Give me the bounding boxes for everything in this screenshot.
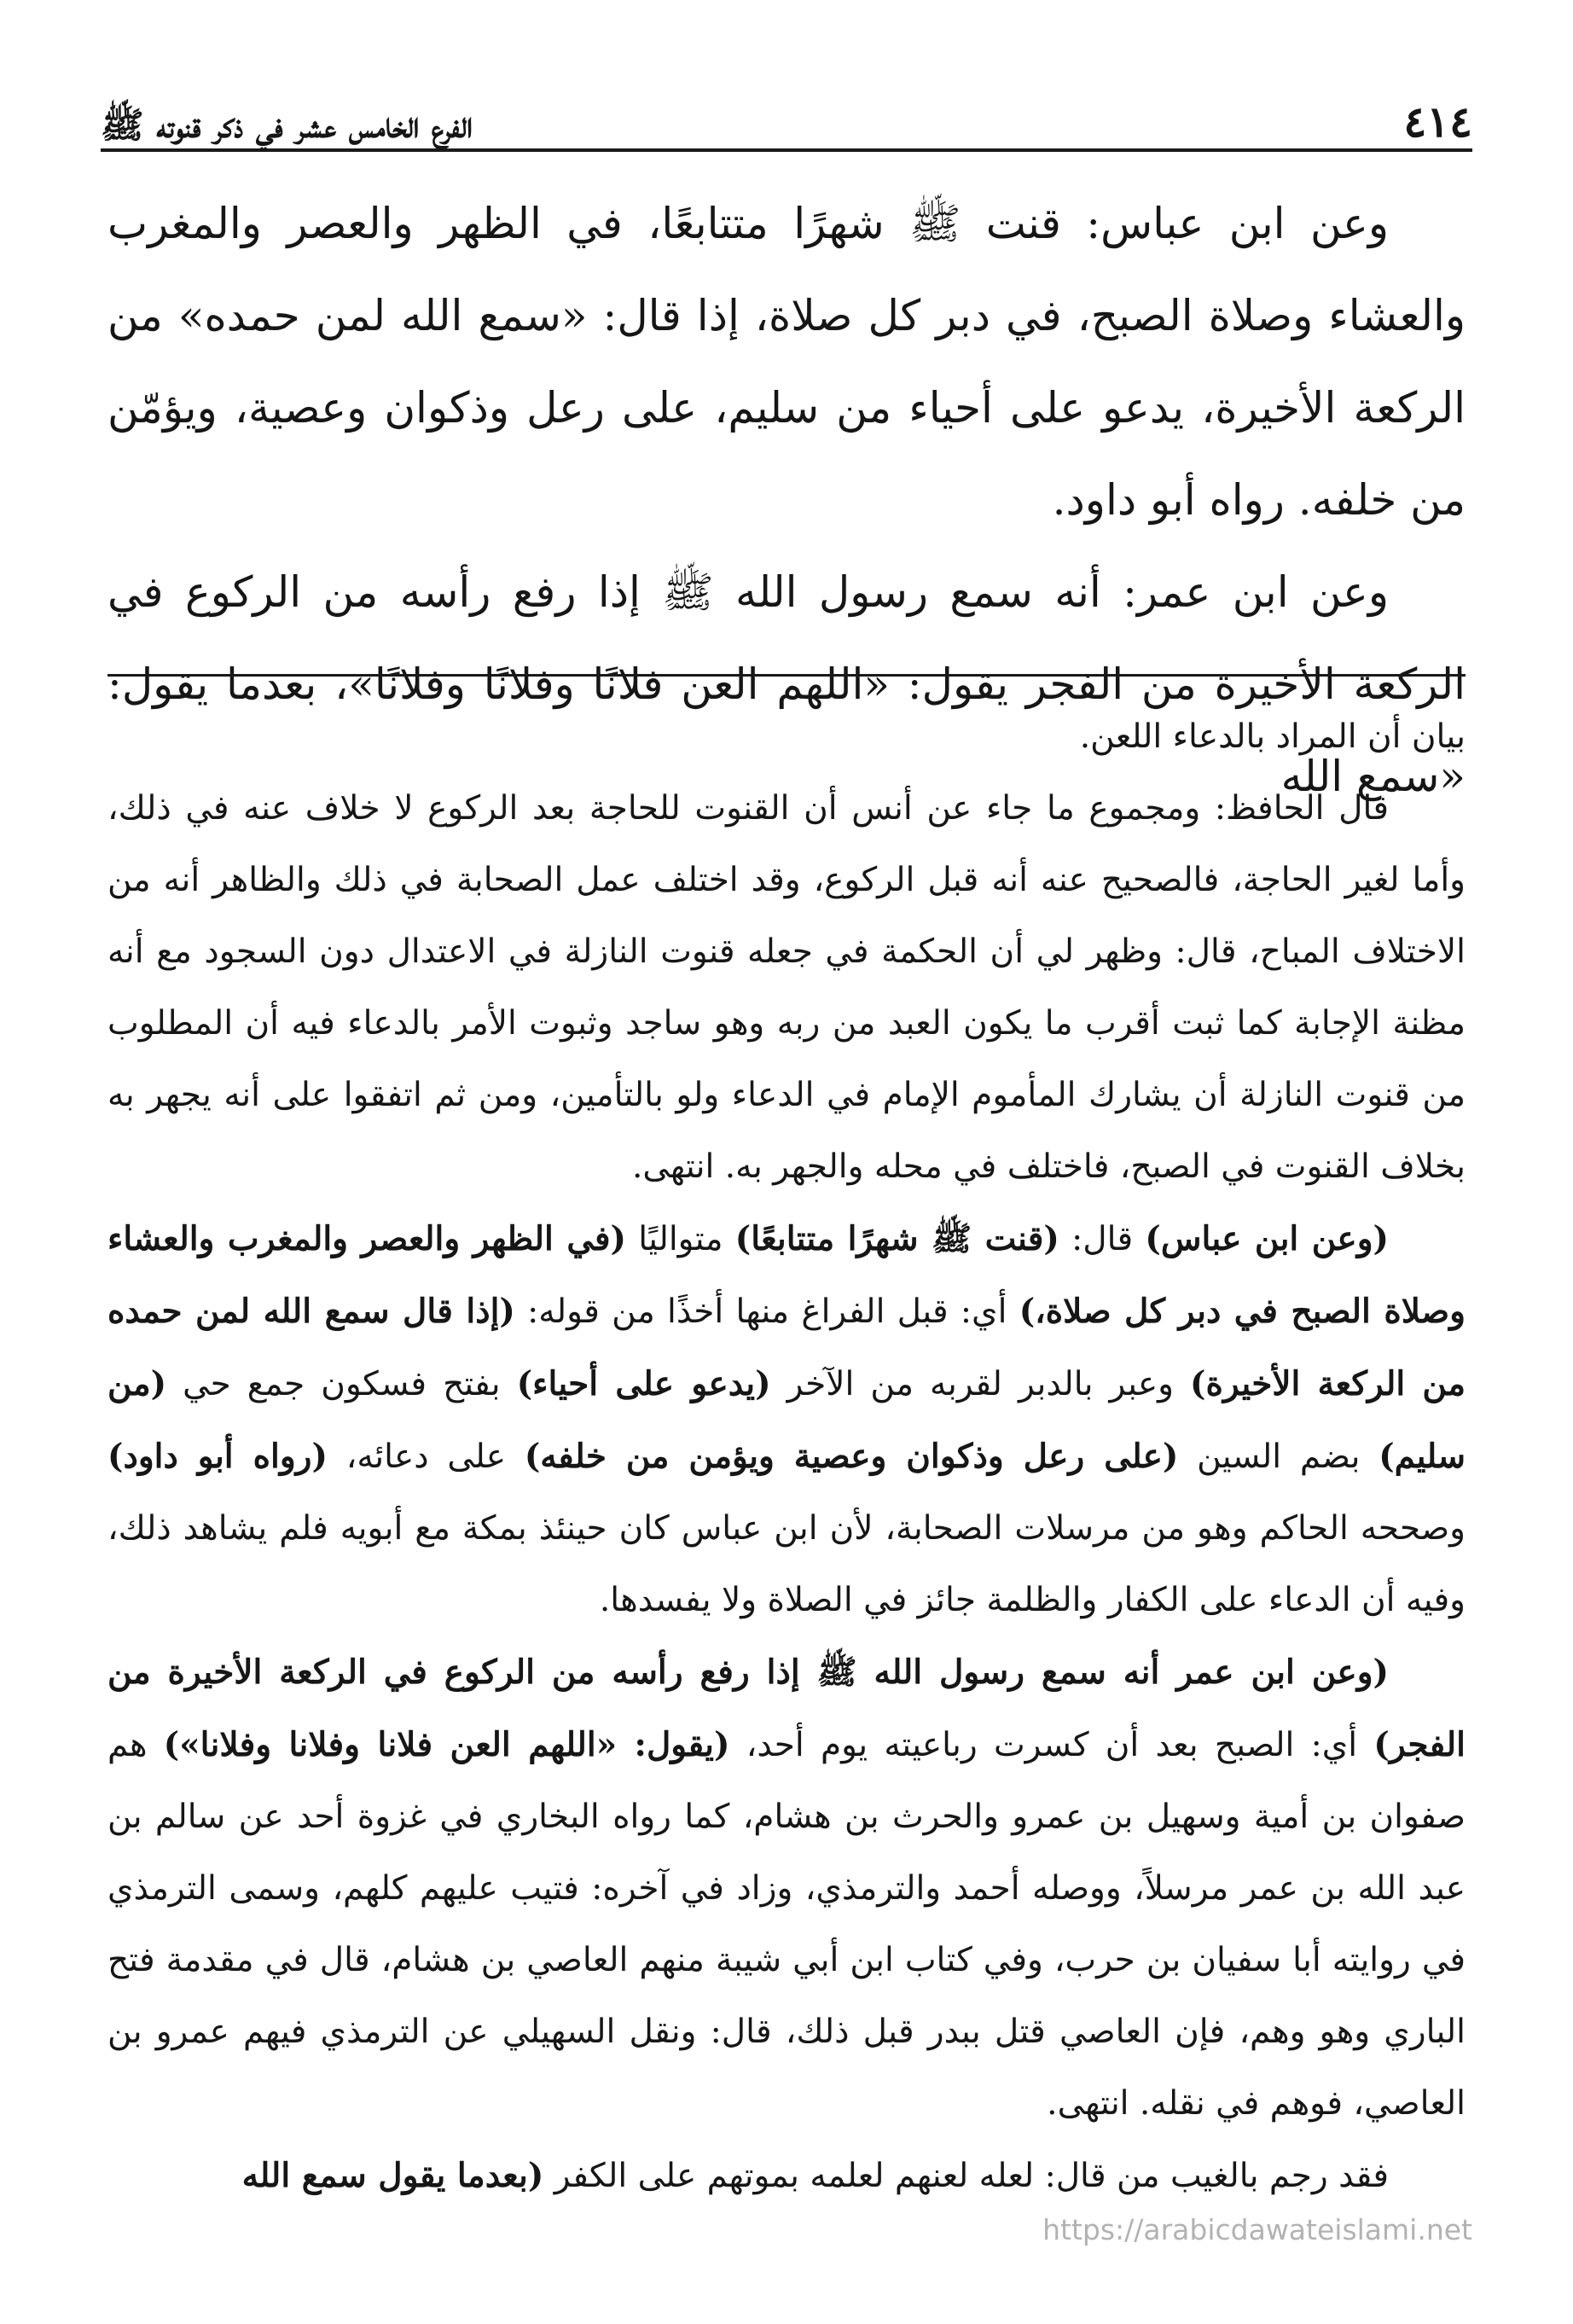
commentary-span: وعبر بالدبر لقربه من الآخر — [770, 1365, 1191, 1403]
separator-rule — [107, 674, 1466, 677]
commentary-span: أي: قبل الفراغ منها أخذًا من قوله: — [514, 1293, 1019, 1331]
commentary-paragraph: قال الحافظ: ومجموع ما جاء عن أنس أن القنوت للحاجة بعد الركوع لا خلاف عنه في ذلك، وأما لغير الحاجة، فالصحيح عنه أنه قبل الركوع، وقد اختلف عمل الصحابة في ذلك والظاهر أنه من الاختلاف المباح، قال: وظهر لي أن الحكمة في جعله قنوت النازلة في الاعتدال دون السجود مع أنه مظنة الإجابة كما ثبت أقرب ما يكون العبد من ربه وهو ساجد وثبوت الأمر بالدعاء فيه أن المطلوب من قنوت النازلة أن يشارك المأموم الإمام في الدعاء ولو بالتأمين، ومن ثم اتفقوا على أنه يجهر به بخلاف القنوت في الصبح، فاختلف في محله والجهر به. انتهى. — [107, 789, 1466, 1186]
hadith-paragraph: وعن ابن عمر: أنه سمع رسول الله ﷺ إذا رفع رأسه من الركوع في الركعة الأخيرة من الفجر يقول: «اللهم العن فلانًا وفلانًا وفلانًا»، بعدما يقول: «سمع الله — [107, 567, 1466, 801]
quoted-hadith-text: (قنت ﷺ شهرًا متتابعًا) — [734, 1219, 1059, 1258]
quoted-hadith-text: (رواه أبو داود) — [107, 1437, 328, 1476]
commentary-span: متواليًا — [625, 1220, 735, 1258]
quoted-hadith-text: (وعن ابن عمر أنه سمع رسول الله ﷺ إذا رفع رأسه من الركوع في الركعة الأخيرة من الفجر) — [107, 1653, 1466, 1764]
commentary-span: على دعائه، — [327, 1438, 525, 1476]
commentary-span: بضم السين — [1178, 1438, 1379, 1476]
commentary-paragraph — [107, 1636, 1466, 2140]
source-watermark: https://arabicdawateislami.net — [1042, 2213, 1472, 2246]
commentary-paragraph — [107, 1203, 1466, 1636]
commentary-span: بفتح فسكون جمع حي — [166, 1365, 517, 1403]
quoted-hadith-text: (وعن ابن عباس) — [1145, 1219, 1389, 1258]
quoted-hadith-text: (إذا قال سمع الله لمن حمده من الركعة الأخيرة) — [107, 1292, 1466, 1403]
commentary-span: فقد رجم بالغيب من قال: لعله لعنهم لعلمه بموتهم على الكفر — [543, 2157, 1389, 2195]
commentary-span: أي: الصبح بعد أن كسرت رباعيته يوم أحد، — [729, 1726, 1374, 1764]
quoted-hadith-text: (بعدما يقول سمع الله — [241, 2156, 544, 2195]
quoted-hadith-text: (يقول: «اللهم العن فلانا وفلانا وفلانا») — [163, 1725, 730, 1764]
commentary-span: هم صفوان بن أمية وسهيل بن عمرو والحرث بن هشام، كما رواه البخاري في غزوة أحد عن سالم بن عبد الله بن عمر مرسلاً، ووصله أحمد والترمذي، وزاد في آخره: فتيب عليهم كلهم، وسمى الترمذي في روايته أبا سفيان بن حرب، وفي كتاب ابن أبي شيبة منهم العاصي بن هشام، قال في مقدمة فتح الباري وهو وهم، فإن العاصي قتل ببدر قبل ذلك، قال: ونقل السهيلي عن الترمذي فيهم عمرو بن العاصي، فوهم في نقله. انتهى. — [107, 1726, 1466, 2123]
quoted-hadith-text: (من سليم) — [107, 1364, 1466, 1476]
running-title: الفرع الخامس عشر في ذكر قنوته ﷺ — [101, 104, 473, 146]
quoted-hadith-text: (في الظهر والعصر والمغرب والعشاء وصلاة الصبح في دبر كل صلاة،) — [107, 1219, 1466, 1331]
commentary-paragraph — [107, 2140, 1466, 2212]
quoted-hadith-text: (يدعو على أحياء) — [516, 1364, 771, 1403]
commentary-text — [107, 701, 1466, 2212]
commentary-paragraph: بيان أن المراد بالدعاء اللعن. — [1079, 718, 1466, 756]
hadith-paragraph: وعن ابن عباس: قنت ﷺ شهرًا متتابعًا، في الظهر والعصر والمغرب والعشاء وصلاة الصبح، في دبر كل صلاة، إذا قال: «سمع الله لمن حمده» من الركعة الأخيرة، يدعو على أحياء من سليم، على رعل وذكوان وعصية، ويؤمّن من خلفه. رواه أبو داود. — [107, 199, 1466, 525]
commentary-span: وصححه الحاكم وهو من مرسلات الصحابة، لأن ابن عباس كان حينئذ بمكة مع أبويه فلم يشاهد ذلك، وفيه أن الدعاء على الكفار والظلمة جائز في الصلاة ولا يفسدها. — [107, 1509, 1466, 1619]
quoted-hadith-text: (على رعل وذكوان وعصية ويؤمن من خلفه) — [524, 1437, 1179, 1476]
page-header — [101, 75, 1472, 152]
page-number: ٤١٤ — [1403, 96, 1472, 147]
commentary-span: قال: — [1059, 1220, 1146, 1258]
